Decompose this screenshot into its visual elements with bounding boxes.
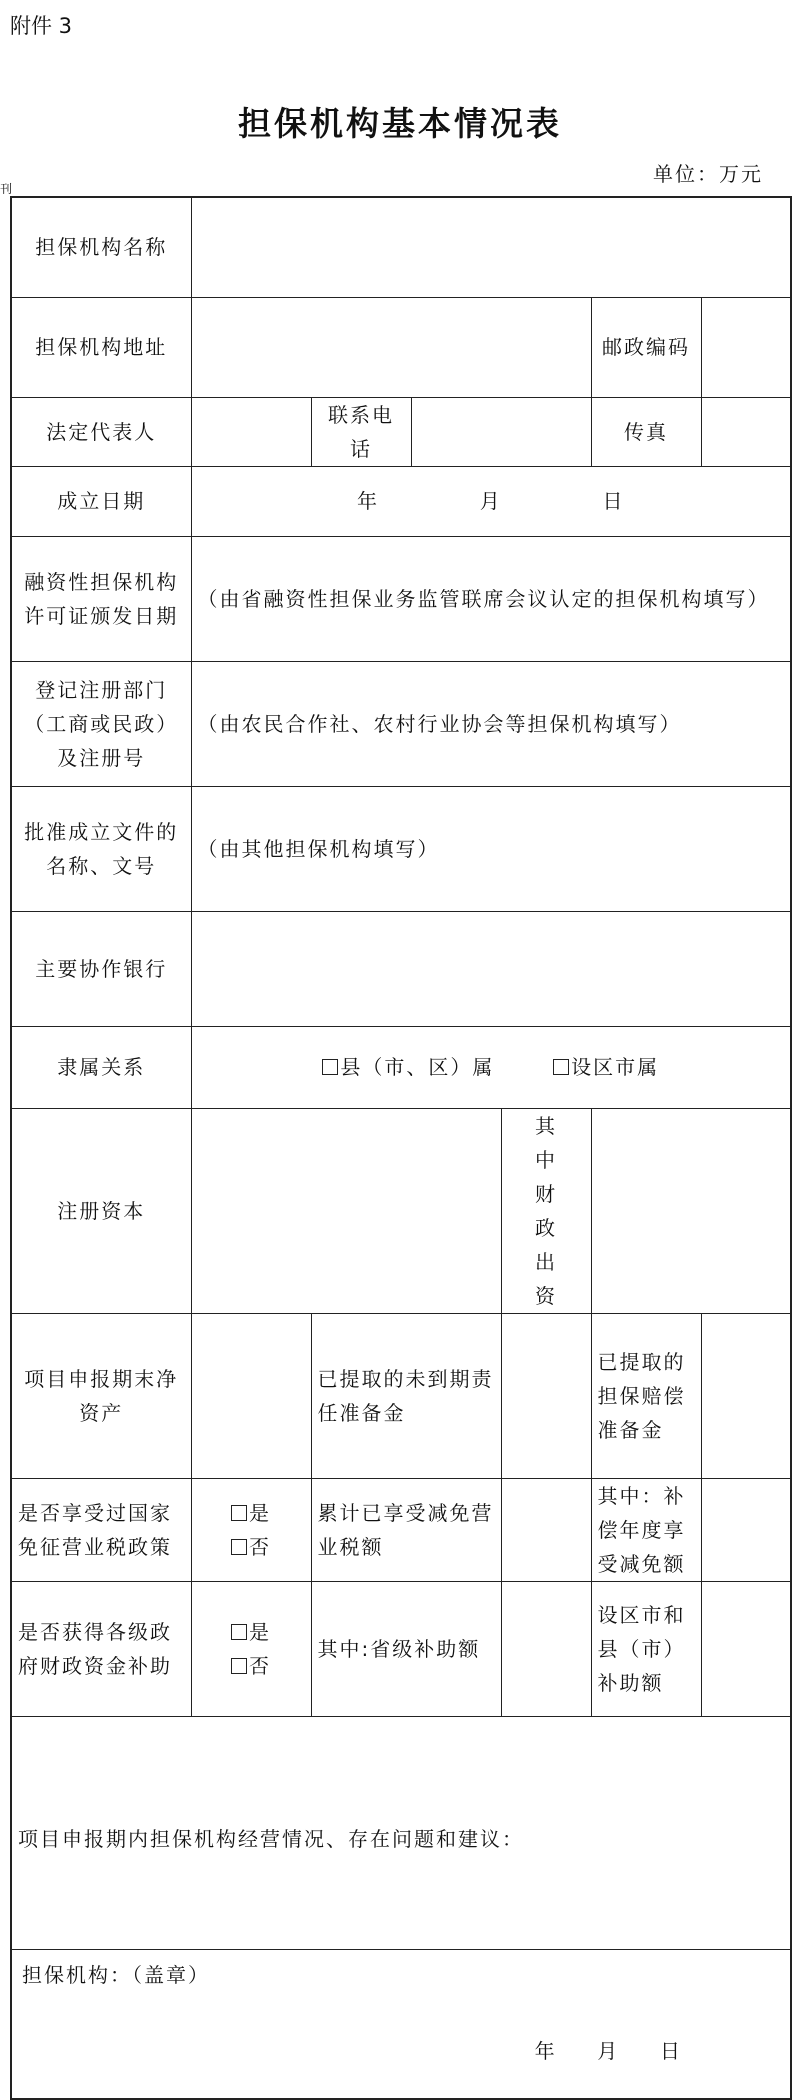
compensation-reserve-label: 已提取的担保赔偿准备金	[591, 1313, 701, 1478]
county-option: 县（市、区）属	[340, 1055, 495, 1079]
row-affiliation	[11, 1026, 791, 1108]
row-approval	[11, 786, 791, 911]
fax-field[interactable]	[701, 397, 791, 466]
provincial-subsidy-label: 其中:省级补助额	[311, 1581, 501, 1716]
row-registration	[11, 661, 791, 786]
county-checkbox[interactable]	[322, 1059, 338, 1075]
subsidy-label: 是否获得各级政府财政资金补助	[11, 1581, 191, 1716]
subsidy-no-label: 否	[249, 1653, 271, 1678]
founding-date-label: 成立日期	[11, 466, 191, 536]
row-address	[11, 297, 791, 397]
affiliation-options	[191, 1026, 791, 1108]
signature-date: 年 月 日	[534, 2039, 680, 2063]
phone-label: 联系电话	[311, 397, 411, 466]
tax-no-label: 否	[249, 1534, 271, 1559]
row-signature	[11, 1949, 791, 2099]
tax-compensation-field[interactable]	[701, 1478, 791, 1581]
tax-no-checkbox[interactable]	[231, 1539, 247, 1555]
form-title: 担保机构基本情况表	[238, 104, 562, 143]
row-name	[11, 197, 791, 297]
net-assets-label: 项目申报期末净资产	[11, 1313, 191, 1478]
signature-area[interactable]	[11, 1949, 791, 2099]
year-label: 年	[357, 489, 380, 513]
city-option: 设区市属	[571, 1055, 660, 1079]
founding-date-field[interactable]	[191, 466, 791, 536]
tax-yes-checkbox[interactable]	[231, 1505, 247, 1521]
day-label: 日	[602, 489, 625, 513]
city-subsidy-field[interactable]	[701, 1581, 791, 1716]
tax-compensation-label: 其中：补偿年度享受减免额	[591, 1478, 701, 1581]
tax-yes-label: 是	[249, 1500, 271, 1525]
postcode-field[interactable]	[701, 297, 791, 397]
subsidy-yes-checkbox[interactable]	[231, 1624, 247, 1640]
approval-label: 批准成立文件的名称、文号	[11, 786, 191, 911]
tax-amount-field[interactable]	[501, 1478, 591, 1581]
row-operations	[11, 1716, 791, 1949]
row-capital	[11, 1108, 791, 1313]
row-net-assets	[11, 1313, 791, 1478]
postcode-label: 邮政编码	[591, 297, 701, 397]
fax-label: 传真	[591, 397, 701, 466]
row-tax-policy	[11, 1478, 791, 1581]
city-subsidy-label: 设区市和县（市）补助额	[591, 1581, 701, 1716]
row-bank	[11, 911, 791, 1026]
phone-field[interactable]	[411, 397, 591, 466]
registration-label: 登记注册部门（工商或民政）及注册号	[11, 661, 191, 786]
registration-note[interactable]: （由农民合作社、农村行业协会等担保机构填写）	[191, 661, 791, 786]
affiliation-label: 隶属关系	[11, 1026, 191, 1108]
month-label: 月	[479, 489, 502, 513]
bank-field[interactable]	[191, 911, 791, 1026]
operations-label: 项目申报期内担保机构经营情况、存在问题和建议：	[18, 1826, 524, 1851]
address-label: 担保机构地址	[11, 297, 191, 397]
subsidy-yes-label: 是	[249, 1619, 271, 1644]
signature-label: 担保机构：（盖章）	[22, 1962, 210, 1987]
capital-field[interactable]	[191, 1108, 501, 1313]
bank-label: 主要协作银行	[11, 911, 191, 1026]
info-table	[10, 196, 792, 2100]
row-license	[11, 536, 791, 661]
provincial-subsidy-field[interactable]	[501, 1581, 591, 1716]
tax-amount-label: 累计已享受减免营业税额	[311, 1478, 501, 1581]
legal-rep-field[interactable]	[191, 397, 311, 466]
unit-label: 单位：万元	[653, 162, 763, 186]
subsidy-no-checkbox[interactable]	[231, 1658, 247, 1674]
corner-mark: 刊	[0, 182, 13, 196]
fiscal-label: 其 中 财 政 出 资	[501, 1108, 591, 1313]
operations-field[interactable]	[11, 1716, 791, 1949]
approval-note[interactable]: （由其他担保机构填写）	[191, 786, 791, 911]
row-subsidy	[11, 1581, 791, 1716]
row-contacts	[11, 397, 791, 466]
compensation-reserve-field[interactable]	[701, 1313, 791, 1478]
address-field[interactable]	[191, 297, 591, 397]
legal-rep-label: 法定代表人	[11, 397, 191, 466]
tax-policy-label: 是否享受过国家免征营业税政策	[11, 1478, 191, 1581]
license-label: 融资性担保机构许可证颁发日期	[11, 536, 191, 661]
subsidy-options	[191, 1581, 311, 1716]
tax-policy-options	[191, 1478, 311, 1581]
capital-label: 注册资本	[11, 1108, 191, 1313]
license-note[interactable]: （由省融资性担保业务监管联席会议认定的担保机构填写）	[191, 536, 791, 661]
fiscal-field[interactable]	[591, 1108, 791, 1313]
attachment-label: 附件 3	[10, 14, 73, 38]
name-label: 担保机构名称	[11, 197, 191, 297]
net-assets-field[interactable]	[191, 1313, 311, 1478]
city-checkbox[interactable]	[553, 1059, 569, 1075]
unexpired-reserve-field[interactable]	[501, 1313, 591, 1478]
row-founding-date	[11, 466, 791, 536]
unexpired-reserve-label: 已提取的未到期责任准备金	[311, 1313, 501, 1478]
name-field[interactable]	[191, 197, 791, 297]
